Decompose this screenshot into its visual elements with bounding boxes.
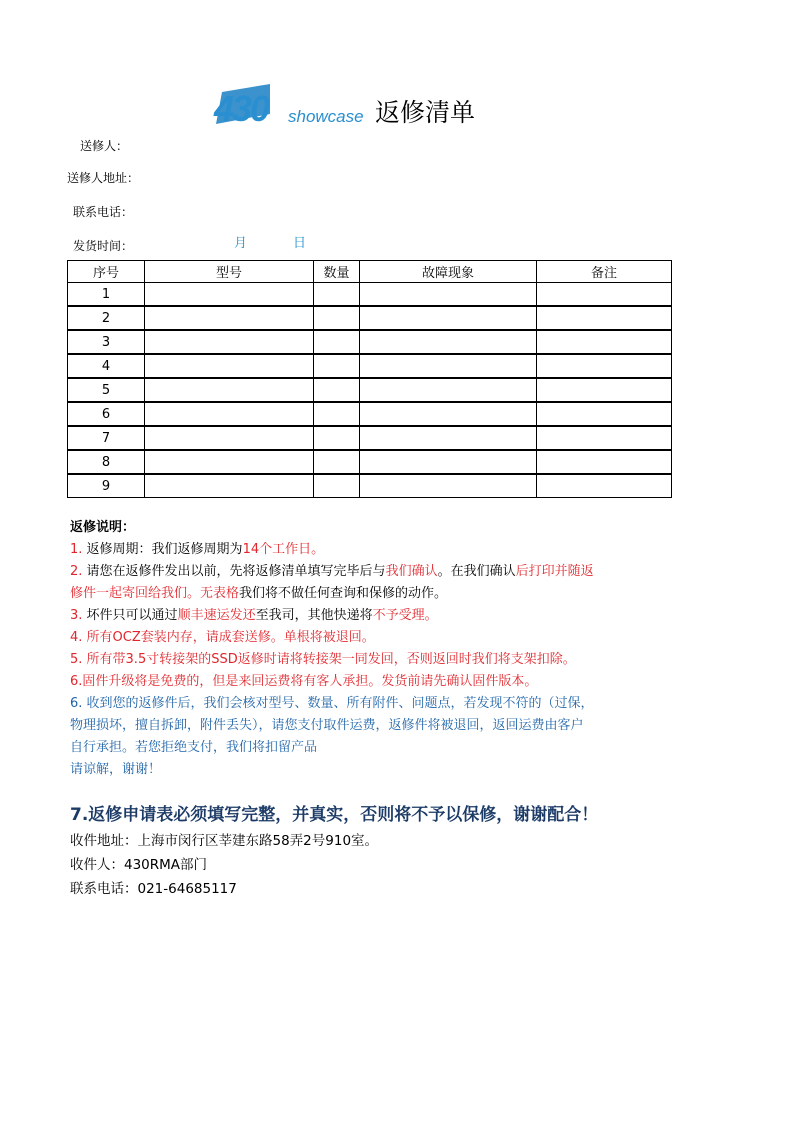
logo-number: 430 — [214, 88, 269, 128]
cell-model[interactable] — [145, 330, 314, 354]
table-row — [68, 426, 672, 450]
cell-no: 2 — [68, 306, 145, 330]
note-3-text-2: 至我司，其他快递将 — [255, 608, 373, 623]
cell-model[interactable] — [145, 402, 314, 426]
table-row — [68, 354, 672, 378]
cell-no: 1 — [68, 283, 145, 307]
table-row — [68, 306, 672, 330]
cell-note[interactable] — [537, 450, 672, 474]
note-1 — [70, 539, 594, 561]
note-7-line-1: 6. 收到您的返修件后，我们会核对型号、数量、所有附件、问题点，若发现不符的（过保， — [70, 696, 594, 711]
cell-no: 5 — [68, 378, 145, 402]
day-label: 日 — [293, 236, 307, 251]
note-7-line-2: 物理损坏，擅自拆卸，附件丢失），请您支付取件运费，返修件将被退回，返回运费由客户 — [70, 718, 584, 733]
cell-no: 9 — [68, 474, 145, 498]
cell-no: 8 — [68, 450, 145, 474]
note-7-line-3: 自行承担。若您拒绝支付，我们将扣留产品 — [70, 740, 318, 755]
note-1-highlight: 14个工作日。 — [242, 542, 325, 557]
note-1-number: 1. — [70, 542, 87, 557]
note-3-text: 坏件只可以通过 — [86, 608, 178, 623]
cell-fault[interactable] — [360, 283, 537, 307]
cell-qty[interactable] — [314, 402, 360, 426]
cell-note[interactable] — [537, 474, 672, 498]
table-header-row — [68, 261, 672, 283]
cell-qty[interactable] — [314, 450, 360, 474]
note-5: 5. 所有带3.5寸转接架的SSD返修时请将转接架一同发回，否则返回时我们将支架扣除。 — [70, 652, 576, 667]
cell-no: 4 — [68, 354, 145, 378]
cell-note[interactable] — [537, 330, 672, 354]
header-model: 型号 — [145, 261, 314, 283]
cell-model[interactable] — [145, 354, 314, 378]
cell-model[interactable] — [145, 450, 314, 474]
note-1-text: 返修周期：我们返修周期为 — [86, 542, 243, 557]
address-label: 送修人地址： — [67, 171, 140, 185]
header-qty: 数量 — [314, 261, 360, 283]
header-no: 序号 — [68, 261, 145, 283]
cell-qty[interactable] — [314, 354, 360, 378]
repair-notes — [70, 517, 594, 781]
note-4: 4. 所有OCZ套装内存，请成套送修。单根将被退回。 — [70, 630, 375, 645]
cell-fault[interactable] — [360, 378, 537, 402]
cell-note[interactable] — [537, 283, 672, 307]
note-2-cont — [70, 583, 594, 605]
recipient: 收件人：430RMA部门 — [70, 857, 208, 873]
cell-fault[interactable] — [360, 306, 537, 330]
table-row — [68, 474, 672, 498]
shipping-address: 收件地址：上海市闵行区莘建东路58弄2号910室。 — [70, 833, 379, 849]
month-label: 月 — [234, 236, 248, 251]
note-2-highlight-2: 后打印并随返 — [515, 564, 594, 579]
cell-note[interactable] — [537, 378, 672, 402]
note-2-text-3: 我们将不做任何查询和保修的动作。 — [239, 586, 448, 601]
cell-qty[interactable] — [314, 283, 360, 307]
note-3-highlight: 顺丰速运发还 — [177, 608, 256, 623]
cell-model[interactable] — [145, 283, 314, 307]
note-2-text-2: 。在我们确认 — [437, 564, 516, 579]
cell-fault[interactable] — [360, 402, 537, 426]
cell-no: 6 — [68, 402, 145, 426]
cell-qty[interactable] — [314, 306, 360, 330]
note-6: 6.固件升级将是免费的，但是来回运费将有客人承担。发货前请先确认固件版本。 — [70, 674, 538, 689]
cell-no: 3 — [68, 330, 145, 354]
table-row — [68, 378, 672, 402]
cell-note[interactable] — [537, 426, 672, 450]
cell-qty[interactable] — [314, 426, 360, 450]
contact-phone: 联系电话：021-64685117 — [70, 881, 237, 897]
page-title: 返修清单 — [375, 98, 476, 127]
cell-fault[interactable] — [360, 474, 537, 498]
cell-model[interactable] — [145, 378, 314, 402]
cell-fault[interactable] — [360, 426, 537, 450]
cell-fault[interactable] — [360, 450, 537, 474]
repair-table — [67, 260, 672, 498]
note-3-highlight-2: 不予受理。 — [372, 608, 438, 623]
cell-fault[interactable] — [360, 330, 537, 354]
cell-note[interactable] — [537, 402, 672, 426]
note-2-number: 2. — [70, 564, 87, 579]
note-thanks: 请谅解，谢谢！ — [70, 762, 162, 777]
cell-no: 7 — [68, 426, 145, 450]
cell-qty[interactable] — [314, 330, 360, 354]
430-showcase-logo — [212, 84, 367, 128]
header-note: 备注 — [537, 261, 672, 283]
sender-label: 送修人： — [80, 139, 129, 153]
note-2-highlight-3: 修件一起寄回给我们。无表格 — [70, 586, 240, 601]
phone-label: 联系电话： — [73, 205, 134, 219]
cell-qty[interactable] — [314, 378, 360, 402]
table-row — [68, 402, 672, 426]
table-row — [68, 330, 672, 354]
table-row — [68, 450, 672, 474]
ship-time-label: 发货时间： — [73, 239, 134, 253]
note-2-text: 请您在返修件发出以前，先将返修清单填写完毕后与 — [86, 564, 386, 579]
cell-model[interactable] — [145, 426, 314, 450]
cell-note[interactable] — [537, 354, 672, 378]
logo-word: showcase — [288, 107, 364, 126]
notes-heading: 返修说明： — [70, 520, 136, 535]
cell-model[interactable] — [145, 306, 314, 330]
completion-notice: 7.返修申请表必须填写完整，并真实，否则将不予以保修，谢谢配合！ — [70, 805, 599, 825]
cell-fault[interactable] — [360, 354, 537, 378]
cell-model[interactable] — [145, 474, 314, 498]
table-row — [68, 283, 672, 307]
note-2-highlight: 我们确认 — [385, 564, 438, 579]
note-2 — [70, 561, 594, 583]
note-3 — [70, 605, 594, 627]
cell-note[interactable] — [537, 306, 672, 330]
header-fault: 故障现象 — [360, 261, 537, 283]
note-3-number: 3. — [70, 608, 87, 623]
cell-qty[interactable] — [314, 474, 360, 498]
